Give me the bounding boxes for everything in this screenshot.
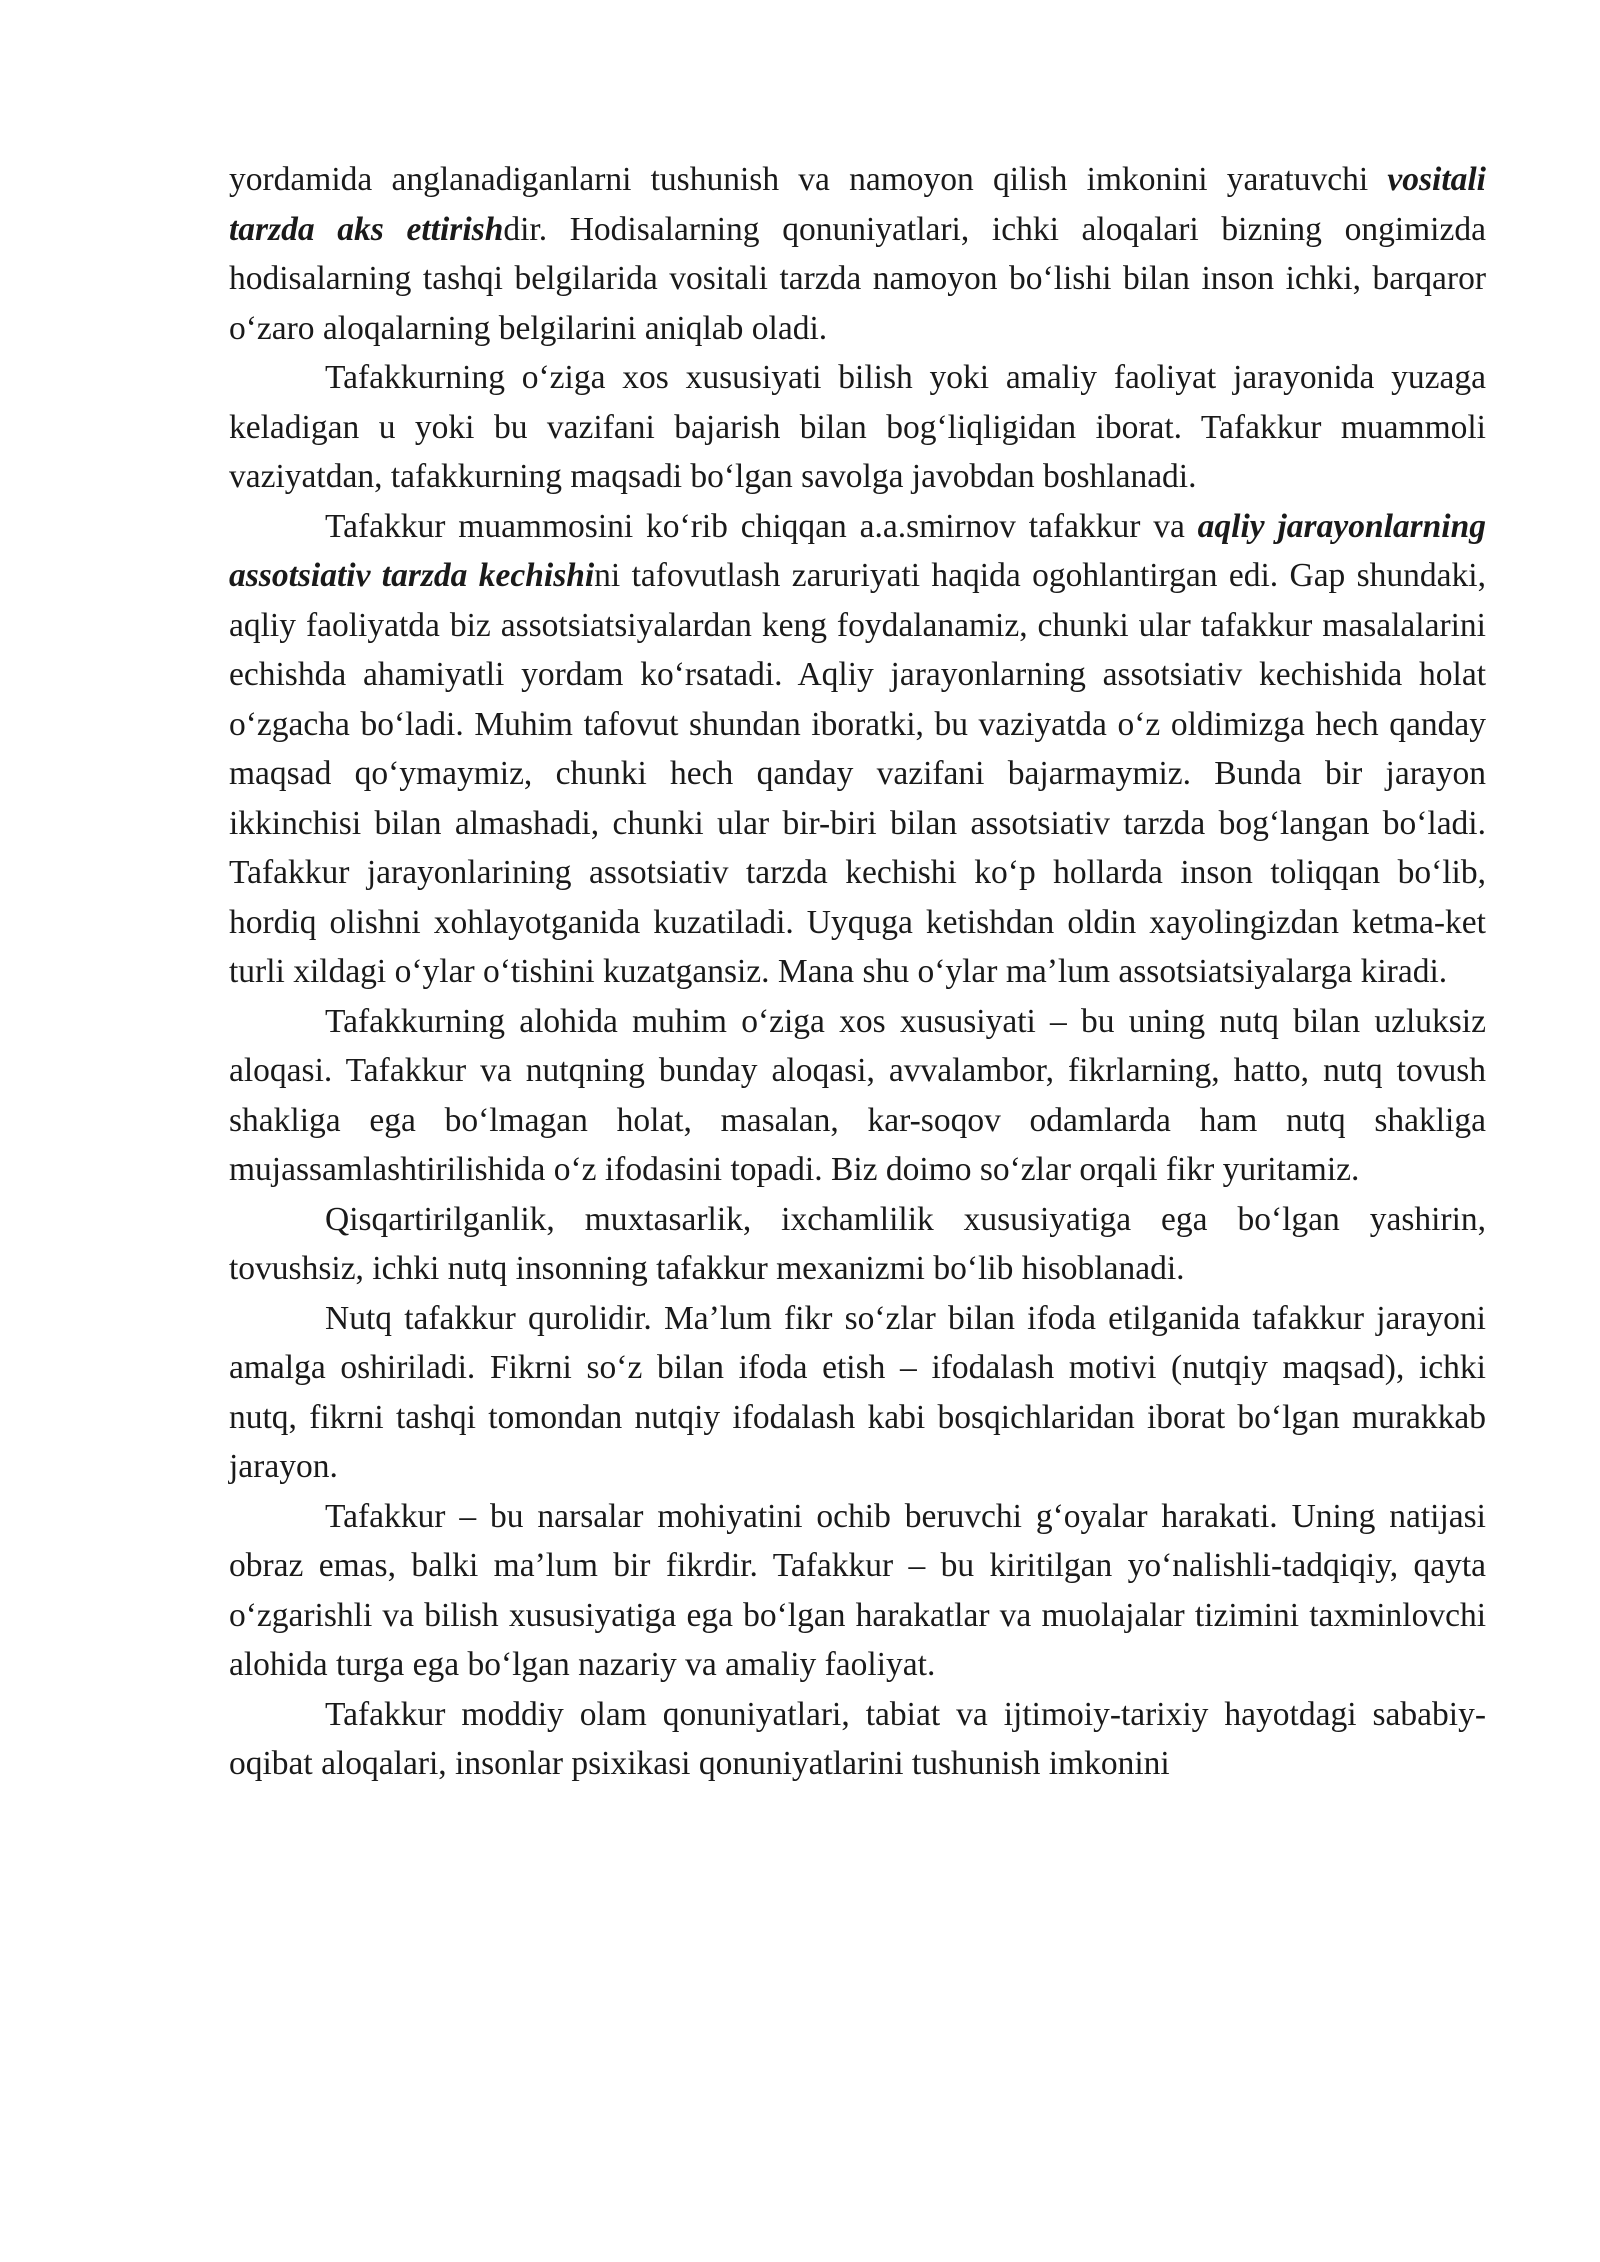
text-run: Tafakkurning oʻziga xos xususiyati bilish yoki amaliy faoliyat jarayonida yuzaga keladigan u yoki bu vazifani bajarish bilan bogʻliqligidan iborat. Tafakkur muammoli vaziyatdan, tafakkurning maqsadi boʻlgan savolga javobdan boshlanadi. <box>229 359 1486 495</box>
text-run: Qisqartirilganlik, muxtasarlik, ixchamlilik xususiyatiga ega boʻlgan yashirin, tovushsiz, ichki nutq insonning tafakkur mexanizmi boʻlib hisoblanadi. <box>229 1200 1486 1287</box>
paragraph <box>229 155 1486 353</box>
emphasis-term: vositali tarzda aks ettirish <box>229 161 1486 248</box>
text-run: Nutq tafakkur qurolidir. Maʼlum fikr soʻzlar bilan ifoda etilganida tafakkur jarayoni amalga oshiriladi. Fikrni soʻz bilan ifoda etish – ifodalash motivi (nutqiy maqsad), ichki nutq, fikrni tashqi tomondan nutqiy ifodalash kabi bosqichlaridan iborat boʻlgan murakkab jarayon. <box>229 1299 1486 1485</box>
text-run: Tafakkur muammosini koʻrib chiqqan a.a.smirnov tafakkur va <box>325 507 1198 545</box>
paragraph <box>229 997 1486 1195</box>
text-run: Tafakkur moddiy olam qonuniyatlari, tabiat va ijtimoiy-tarixiy hayotdagi sababiy-oqibat aloqalari, insonlar psixikasi qonuniyatlarini tushunish imkonini <box>229 1695 1486 1782</box>
paragraph <box>229 1492 1486 1690</box>
document-body <box>229 155 1486 1789</box>
text-run: dir. Hodisalarning qonuniyatlari, ichki aloqalari bizning ongimizda hodisalarning tashqi belgilarida vositali tarzda namoyon boʻlishi bilan inson ichki, barqaror oʻzaro aloqalarning belgilarini aniqlab oladi. <box>229 210 1486 347</box>
paragraph <box>229 1690 1486 1789</box>
text-run: yordamida anglanadiganlarni tushunish va namoyon qilish imkonini yaratuvchi <box>229 161 1388 198</box>
paragraph <box>229 1294 1486 1492</box>
paragraph <box>229 1195 1486 1294</box>
emphasis-term: aqliy jarayonlarning assotsiativ tarzda kechishi <box>229 507 1486 594</box>
paragraph <box>229 502 1486 997</box>
text-run: Tafakkurning alohida muhim oʻziga xos xususiyati – bu uning nutq bilan uzluksiz aloqasi. Tafakkur va nutqning bunday aloqasi, avvalambor, fikrlarning, hatto, nutq tovush shakliga ega boʻlmagan holat, masalan, kar-soqov odamlarda ham nutq shakliga mujassamlashtirilishida oʻz ifodasini topadi. Biz doimo soʻzlar orqali fikr yuritamiz. <box>229 1002 1486 1188</box>
paragraph <box>229 353 1486 502</box>
text-run: ni tafovutlash zaruriyati haqida ogohlantirgan edi. Gap shundaki, aqliy faoliyatda biz assotsiatsiyalardan keng foydalanamiz, chunki ular tafakkur masalalarini echishda ahamiyatli yordam koʻrsatadi. Aqliy jarayonlarning assotsiativ kechishida holat oʻzgacha boʻladi. Muhim tafovut shundan iboratki, bu vaziyatda oʻz oldimizga hech qanday maqsad qoʻymaymiz, chunki hech qanday vazifani bajarmaymiz. Bunda bir jarayon ikkinchisi bilan almashadi, chunki ular bir-biri bilan assotsiativ tarzda bogʻlangan boʻladi. Tafakkur jarayonlarining assotsiativ tarzda kechishi koʻp hollarda inson toliqqan boʻlib, hordiq olishni xohlayotganida kuzatiladi. Uyquga ketishdan oldin xayolingizdan ketma-ket turli xildagi oʻylar oʻtishini kuzatgansiz. Mana shu oʻylar maʼlum assotsiatsiyalarga kiradi. <box>229 557 1486 990</box>
text-run: Tafakkur – bu narsalar mohiyatini ochib beruvchi gʻoyalar harakati. Uning natijasi obraz emas, balki maʼlum bir fikrdir. Tafakkur – bu kiritilgan yoʻnalishli-tadqiqiy, qayta oʻzgarishli va bilish xususiyatiga ega boʻlgan harakatlar va muolajalar tizimini taxminlovchi alohida turga ega boʻlgan nazariy va amaliy faoliyat. <box>229 1497 1486 1683</box>
